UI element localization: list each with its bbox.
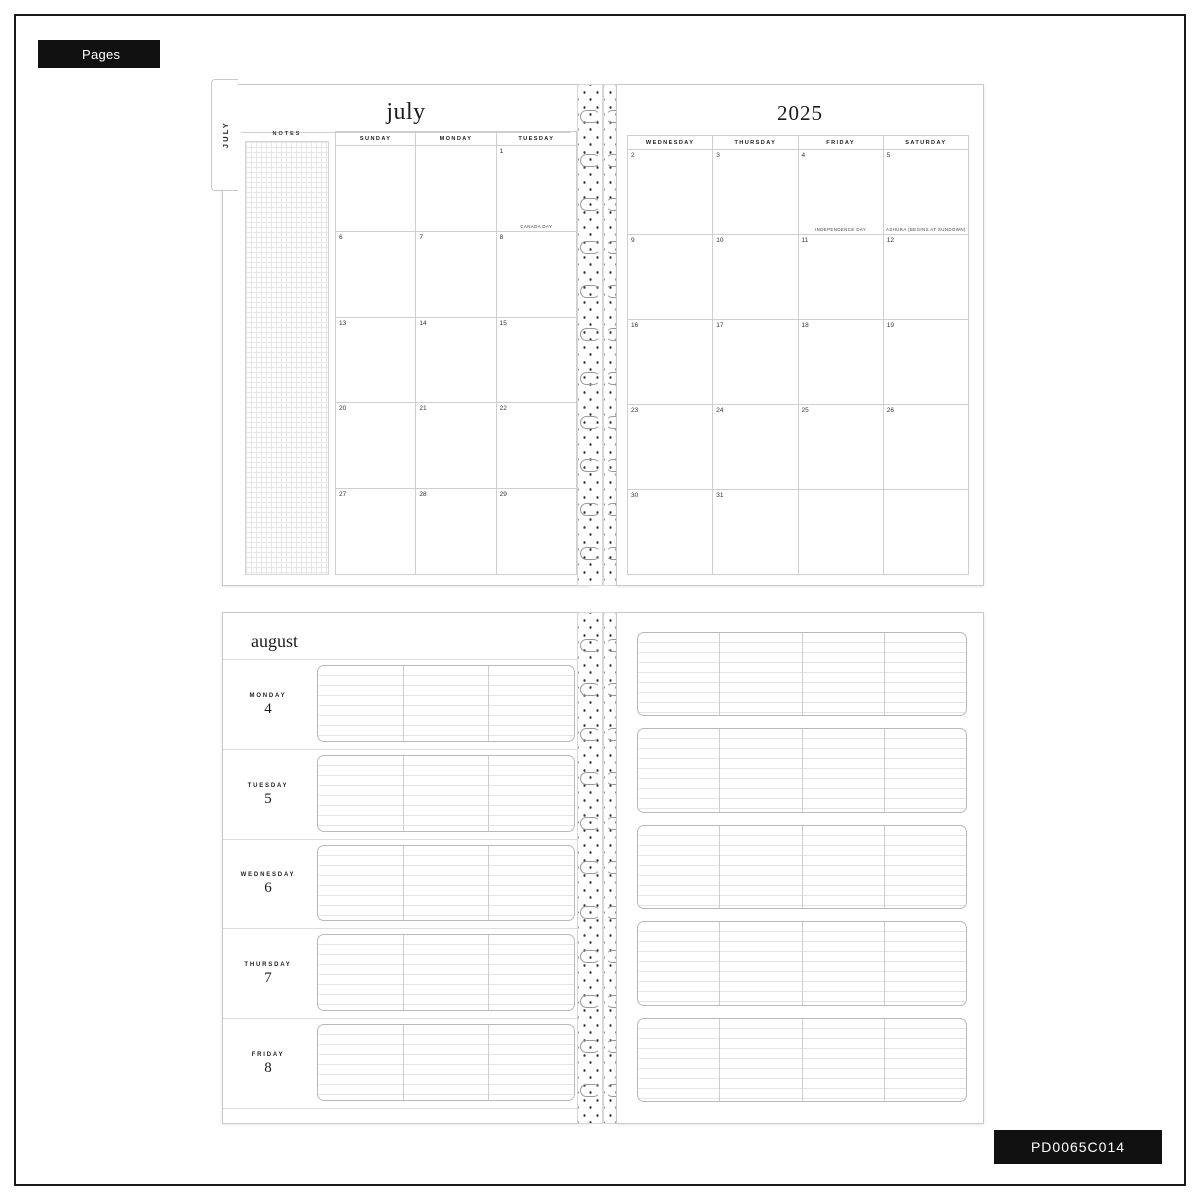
weekly-column[interactable] [638, 729, 720, 811]
monthly-spread [222, 84, 984, 586]
binder-ring-icon [580, 817, 600, 830]
day-number: 7 [419, 233, 423, 241]
binder-ring-icon [580, 772, 600, 785]
day-number: 25 [801, 407, 809, 414]
weekly-writing-box[interactable] [637, 1018, 967, 1102]
day-header: TUESDAY [497, 132, 577, 146]
day-header: THURSDAY [713, 136, 798, 150]
binder-ring-icon [580, 683, 600, 696]
binder-ring-icon [580, 1084, 600, 1097]
calendar-day-cell[interactable] [628, 320, 713, 405]
binder-ring-icon [580, 503, 600, 516]
day-number: 11 [801, 237, 809, 244]
weekly-column[interactable] [803, 633, 885, 715]
calendar-day-cell[interactable] [416, 232, 496, 318]
calendar-day-cell[interactable] [713, 490, 798, 575]
binder-ring-icon [580, 459, 600, 472]
calendar-right-body [628, 150, 969, 575]
day-number: 24 [716, 407, 724, 414]
binder-ring-icon [580, 241, 600, 254]
ring-column-left [578, 95, 602, 575]
weekly-column[interactable] [318, 666, 404, 741]
weekly-column[interactable] [404, 666, 490, 741]
calendar-day-cell[interactable] [336, 403, 416, 489]
weekday-name: TUESDAY [247, 782, 289, 789]
pages-badge-label: Pages [82, 46, 121, 62]
calendar-day-cell[interactable] [497, 318, 577, 404]
calendar-day-cell[interactable] [497, 232, 577, 318]
calendar-left-body [336, 146, 577, 575]
day-event: INDEPENDENCE DAY [815, 227, 867, 232]
calendar-day-cell[interactable] [628, 235, 713, 320]
weekly-column[interactable] [404, 756, 490, 831]
sku-badge-label: PD0065C014 [1030, 1139, 1126, 1155]
notes-column [245, 131, 329, 575]
binder-ring-icon [580, 950, 600, 963]
weekday-name: MONDAY [249, 692, 287, 699]
binder-ring-icon [580, 1040, 600, 1053]
day-number: 2 [631, 152, 635, 159]
weekly-open-row [631, 1013, 973, 1109]
monthly-left-page [222, 84, 590, 586]
weekly-right-body [631, 627, 973, 1109]
weekday-name: FRIDAY [251, 1052, 285, 1059]
binder-ring-icon [580, 198, 600, 211]
weekly-column[interactable] [803, 1019, 885, 1101]
calendar-left-header [336, 132, 577, 146]
calendar-day-cell[interactable] [884, 490, 969, 575]
weekly-column[interactable] [404, 1025, 490, 1100]
weekly-column[interactable] [803, 826, 885, 908]
weekly-day-label [223, 750, 313, 839]
weekly-day-row [223, 659, 583, 749]
weekday-number: 8 [264, 1060, 272, 1077]
weekly-open-row [631, 820, 973, 916]
calendar-day-cell[interactable] [713, 320, 798, 405]
weekly-month-title: august [251, 631, 298, 651]
calendar-day-cell[interactable] [799, 150, 884, 235]
weekly-writing-box[interactable] [317, 665, 575, 742]
month-tab-label: JULY [220, 121, 230, 149]
day-header: WEDNESDAY [628, 136, 713, 150]
day-number: 22 [499, 405, 507, 413]
dotted-strip-left [577, 84, 603, 586]
weekly-column[interactable] [720, 826, 802, 908]
weekly-column[interactable] [885, 922, 966, 1004]
binder-ring-icon [580, 639, 600, 652]
weekday-number: 4 [264, 700, 272, 717]
binder-ring-icon [580, 861, 600, 874]
weekly-writing-box[interactable] [637, 921, 967, 1005]
day-number: 9 [631, 237, 635, 244]
weekly-column[interactable] [885, 826, 966, 908]
monthly-left-body [223, 131, 581, 575]
weekly-spread [222, 612, 984, 1124]
day-number: 1 [499, 148, 504, 155]
weekly-day-label [223, 929, 313, 1018]
weekly-column[interactable] [318, 756, 404, 831]
day-number: 17 [716, 322, 724, 329]
binder-ring-icon [580, 372, 600, 385]
weekly-column[interactable] [720, 633, 802, 715]
weekly-column[interactable] [720, 922, 802, 1004]
day-header: SUNDAY [336, 132, 416, 146]
calendar-day-cell[interactable] [628, 490, 713, 575]
weekly-column[interactable] [885, 1019, 966, 1101]
weekly-column[interactable] [404, 935, 490, 1010]
day-number: 6 [339, 233, 343, 241]
day-header: FRIDAY [799, 136, 884, 150]
calendar-week-row [628, 150, 969, 235]
day-number: 12 [886, 237, 894, 244]
pages-badge [38, 40, 160, 68]
day-number: 8 [499, 233, 504, 241]
binder-ring-icon [580, 110, 600, 123]
day-number: 31 [716, 492, 724, 499]
calendar-day-cell[interactable] [884, 235, 969, 320]
weekly-column[interactable] [720, 1019, 802, 1101]
ring-column-left [578, 623, 602, 1113]
weekly-writing-box[interactable] [317, 1024, 575, 1101]
calendar-day-cell[interactable] [336, 146, 416, 232]
calendar-right-header [628, 136, 969, 150]
weekly-column[interactable] [318, 935, 404, 1010]
day-number: 23 [631, 407, 639, 414]
year-title: 2025 [777, 101, 823, 125]
weekly-column[interactable] [489, 666, 574, 741]
calendar-day-cell[interactable] [416, 318, 496, 404]
weekly-day-label [223, 1019, 313, 1108]
weekly-column[interactable] [638, 1019, 720, 1101]
calendar-day-cell[interactable] [336, 489, 416, 575]
day-number: 27 [339, 491, 347, 499]
day-number: 5 [886, 152, 891, 159]
weekly-column[interactable] [638, 826, 720, 908]
weekly-column[interactable] [489, 935, 574, 1010]
binder-ring-icon [580, 906, 600, 919]
notes-label: NOTES [272, 131, 302, 137]
binder-ring-icon [580, 328, 600, 341]
weekly-open-row [631, 627, 973, 723]
calendar-day-cell[interactable] [799, 405, 884, 490]
day-event: ASHURA (BEGINS AT SUNDOWN) [885, 227, 966, 232]
weekly-column[interactable] [885, 633, 966, 715]
monthly-binding-gutter [590, 84, 616, 586]
weekly-day-row [223, 928, 583, 1018]
calendar-day-cell[interactable] [497, 403, 577, 489]
weekly-column[interactable] [318, 1025, 404, 1100]
binder-ring-icon [580, 995, 600, 1008]
weekly-open-row [631, 916, 973, 1012]
day-number: 26 [886, 407, 894, 414]
weekday-name: WEDNESDAY [240, 872, 296, 879]
binder-ring-icon [580, 416, 600, 429]
calendar-day-cell[interactable] [416, 146, 496, 232]
day-number: 13 [339, 319, 347, 327]
weekly-column[interactable] [803, 922, 885, 1004]
month-title: july [386, 99, 426, 125]
monthly-right-page [616, 84, 984, 586]
calendar-week-row [336, 403, 577, 489]
weekly-writing-box[interactable] [637, 632, 967, 716]
weekly-column[interactable] [318, 846, 404, 921]
calendar-day-cell[interactable] [884, 150, 969, 235]
day-header: MONDAY [416, 132, 496, 146]
weekly-open-row [631, 723, 973, 819]
weekly-day-row [223, 839, 583, 929]
calendar-day-cell[interactable] [713, 150, 798, 235]
calendar-week-row [628, 320, 969, 405]
day-number: 15 [499, 319, 507, 327]
calendar-week-row [336, 318, 577, 404]
day-number: 20 [339, 405, 347, 413]
weekly-left-page [222, 612, 590, 1124]
weekly-column[interactable] [638, 633, 720, 715]
day-number: 10 [716, 237, 724, 244]
dotted-strip-left [577, 612, 603, 1124]
weekly-binding-gutter [590, 612, 616, 1124]
weekly-column[interactable] [885, 729, 966, 811]
calendar-day-cell[interactable] [628, 405, 713, 490]
notes-grid-area[interactable] [245, 141, 329, 575]
weekly-writing-box[interactable] [637, 825, 967, 909]
weekday-number: 6 [264, 880, 272, 897]
day-event: CANADA DAY [520, 223, 553, 229]
calendar-day-cell[interactable] [799, 320, 884, 405]
calendar-week-row [628, 405, 969, 490]
weekly-column[interactable] [638, 922, 720, 1004]
weekly-day-row [223, 1018, 583, 1109]
weekly-writing-box[interactable] [317, 934, 575, 1011]
day-number: 3 [716, 152, 720, 159]
calendar-day-cell[interactable] [884, 405, 969, 490]
binder-ring-icon [580, 728, 600, 741]
calendar-week-row [628, 235, 969, 320]
day-number: 30 [631, 492, 639, 499]
weekday-number: 5 [264, 790, 272, 807]
day-header: SATURDAY [884, 136, 969, 150]
calendar-day-cell[interactable] [713, 235, 798, 320]
weekly-day-row [223, 749, 583, 839]
weekly-column[interactable] [489, 846, 574, 921]
day-number: 14 [419, 319, 427, 327]
binder-ring-icon [580, 154, 600, 167]
binder-ring-icon [580, 547, 600, 560]
day-number: 19 [886, 322, 894, 329]
weekly-right-page [616, 612, 984, 1124]
weekly-column[interactable] [489, 1025, 574, 1100]
day-number: 28 [419, 491, 427, 499]
weekly-left-body [223, 659, 583, 1109]
binder-ring-icon [580, 285, 600, 298]
calendar-day-cell[interactable] [336, 318, 416, 404]
day-number: 4 [801, 152, 806, 159]
weekday-number: 7 [264, 970, 272, 987]
calendar-day-cell[interactable] [497, 146, 577, 232]
weekly-writing-box[interactable] [317, 845, 575, 922]
calendar-day-cell[interactable] [799, 235, 884, 320]
day-number: 16 [631, 322, 639, 329]
calendar-day-cell[interactable] [416, 489, 496, 575]
weekly-column[interactable] [720, 729, 802, 811]
calendar-week-row [628, 490, 969, 575]
calendar-day-cell[interactable] [336, 232, 416, 318]
weekday-name: THURSDAY [244, 962, 292, 969]
weekly-writing-box[interactable] [317, 755, 575, 832]
calendar-week-row [336, 489, 577, 575]
weekly-column[interactable] [489, 756, 574, 831]
sku-badge [994, 1130, 1162, 1164]
calendar-day-cell[interactable] [713, 405, 798, 490]
calendar-day-cell[interactable] [799, 490, 884, 575]
day-number: 29 [499, 491, 507, 499]
calendar-left [335, 131, 577, 575]
weekly-column[interactable] [803, 729, 885, 811]
day-number: 21 [419, 405, 427, 413]
weekly-column[interactable] [404, 846, 490, 921]
day-number: 18 [801, 322, 809, 329]
calendar-day-cell[interactable] [497, 489, 577, 575]
calendar-week-row [336, 146, 577, 232]
calendar-right [627, 135, 969, 575]
calendar-day-cell[interactable] [628, 150, 713, 235]
calendar-day-cell[interactable] [884, 320, 969, 405]
weekly-day-label [223, 840, 313, 929]
weekly-day-label [223, 660, 313, 749]
calendar-week-row [336, 232, 577, 318]
calendar-day-cell[interactable] [416, 403, 496, 489]
weekly-writing-box[interactable] [637, 728, 967, 812]
